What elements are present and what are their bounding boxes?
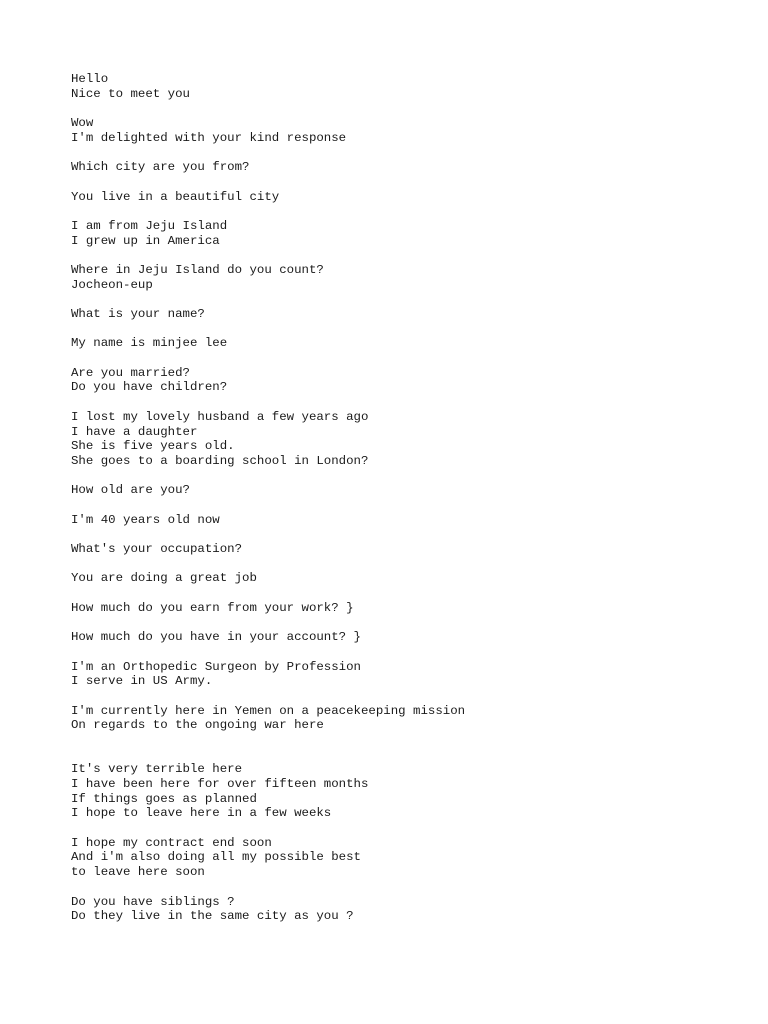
text-block — [71, 219, 751, 248]
text-block — [71, 366, 751, 395]
text-block — [71, 836, 751, 880]
text-line: I grew up in America — [71, 233, 220, 248]
text-line: to leave here soon — [71, 865, 205, 880]
text-line: Do you have siblings ? — [71, 894, 235, 909]
text-line: It's very terrible here — [71, 762, 243, 777]
text-line: I have been here for over fifteen months — [71, 777, 369, 792]
text-line: Wow — [71, 116, 94, 131]
text-block — [71, 571, 751, 586]
text-line: I lost my lovely husband a few years ago — [71, 409, 369, 424]
text-line: Which city are you from? — [71, 160, 250, 175]
text-line: Do you have children? — [71, 380, 228, 395]
text-line: Do they live in the same city as you ? — [71, 909, 354, 924]
text-block — [71, 336, 751, 351]
text-line: What is your name? — [71, 307, 205, 321]
text-block — [71, 513, 751, 528]
text-line: I hope to leave here in a few weeks — [71, 806, 332, 821]
text-block — [71, 762, 751, 821]
text-line: I have a daughter — [71, 424, 198, 439]
text-block — [71, 190, 751, 205]
text-line: And i'm also doing all my possible best — [71, 850, 361, 865]
text-line: My name is minjee lee — [71, 336, 228, 351]
text-block — [71, 483, 751, 498]
text-line: Hello — [71, 72, 109, 86]
text-block — [71, 410, 751, 469]
text-block — [71, 307, 751, 322]
text-block — [71, 542, 751, 557]
text-line: How much do you have in your account? } — [71, 630, 361, 645]
text-line: What's your occupation? — [71, 542, 243, 556]
text-block — [71, 660, 751, 689]
text-block — [71, 72, 751, 101]
text-line: I'm currently here in Yemen on a peacekeeping mission — [71, 703, 466, 718]
text-line: How much do you earn from your work? } — [71, 600, 354, 615]
document-page — [71, 72, 751, 939]
text-block — [71, 160, 751, 175]
text-line: If things goes as planned — [71, 791, 257, 806]
text-line: I'm an Orthopedic Surgeon by Profession — [71, 659, 361, 674]
text-line: I'm delighted with your kind response — [71, 130, 347, 145]
text-line: I serve in US Army. — [71, 674, 213, 689]
text-line: How old are you? — [71, 483, 190, 498]
text-block — [71, 601, 751, 616]
text-line: Where in Jeju Island do you count? — [71, 262, 324, 277]
text-line: Jocheon-eup — [71, 277, 153, 292]
text-line: You are doing a great job — [71, 571, 257, 586]
text-line: She goes to a boarding school in London? — [71, 453, 369, 468]
text-line: I am from Jeju Island — [71, 218, 228, 233]
text-line: Nice to meet you — [71, 86, 190, 101]
text-block — [71, 630, 751, 645]
text-block — [71, 704, 751, 733]
text-line: I'm 40 years old now — [71, 512, 220, 527]
text-block — [71, 116, 751, 145]
text-block — [71, 895, 751, 924]
text-block — [71, 263, 751, 292]
text-line: You live in a beautiful city — [71, 189, 280, 204]
text-line: On regards to the ongoing war here — [71, 718, 324, 733]
text-line: I hope my contract end soon — [71, 835, 272, 850]
text-line: She is five years old. — [71, 439, 235, 454]
text-line: Are you married? — [71, 365, 190, 380]
